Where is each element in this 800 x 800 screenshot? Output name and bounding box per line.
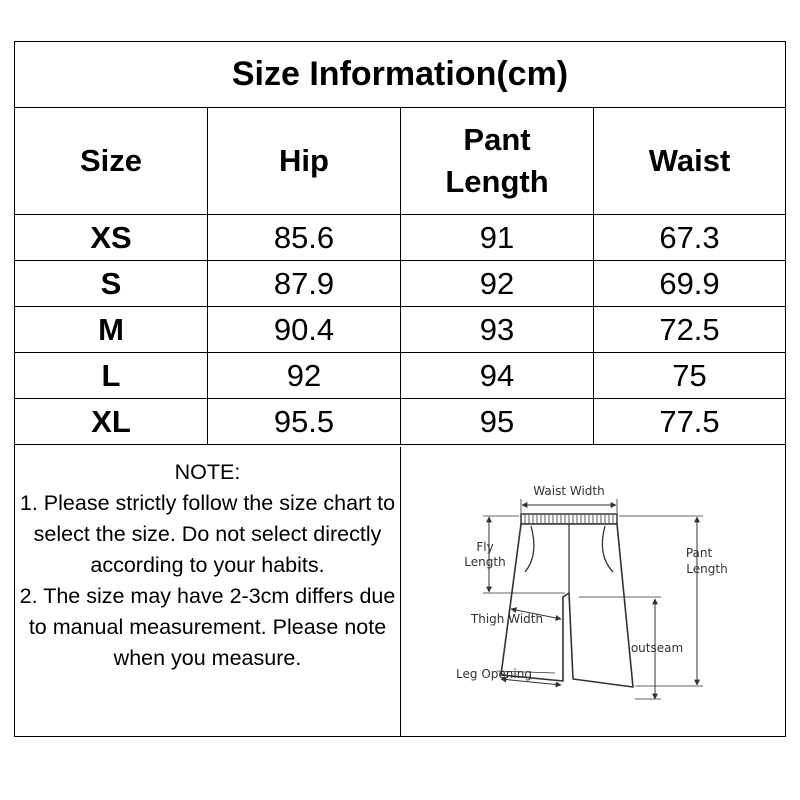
- measurement-diagram: [401, 447, 785, 736]
- header-waist: Waist: [648, 142, 731, 178]
- header-pant-length: Pant Length: [401, 107, 594, 214]
- label-fly-length-1: Fly: [476, 540, 494, 554]
- table-row: [15, 307, 785, 353]
- label-fly-length-2: Length: [464, 555, 506, 569]
- cell-waist: 67.3: [659, 219, 720, 255]
- header-hip: Hip: [208, 107, 401, 214]
- table-header-row: [15, 107, 785, 215]
- cell-hip: 95.5: [208, 399, 401, 444]
- cell-waist: 75: [672, 357, 707, 393]
- note-heading: NOTE:: [174, 460, 241, 484]
- table-row: [15, 399, 785, 445]
- cell-hip: 85.6: [208, 215, 401, 260]
- cell-size: XL: [15, 399, 208, 444]
- cell-hip: 92: [208, 353, 401, 398]
- cell-waist: 72.5: [659, 311, 720, 347]
- table-row: [15, 215, 785, 261]
- pants-illustration: [401, 447, 785, 736]
- cell-size: S: [15, 261, 208, 306]
- table-row: [15, 353, 785, 399]
- label-pant-length-2: Length: [686, 562, 728, 576]
- label-outseam: outseam: [630, 641, 684, 655]
- cell-waist: 77.5: [659, 403, 720, 439]
- chart-title: Size Information(cm): [15, 42, 785, 108]
- cell-pant-length: 93: [401, 307, 594, 352]
- label-waist-width: Waist Width: [533, 484, 605, 498]
- size-table: [15, 107, 785, 445]
- cell-size: M: [15, 307, 208, 352]
- note-item-2: 2. The size may have 2-3cm differs due to manual measurement. Please note when you measure.: [19, 584, 396, 670]
- cell-size: L: [15, 353, 208, 398]
- size-note: [15, 447, 401, 736]
- table-row: [15, 261, 785, 307]
- cell-pant-length: 94: [401, 353, 594, 398]
- size-chart: [14, 41, 786, 737]
- label-pant-length-1: Pant: [685, 546, 713, 560]
- label-thigh-width: Thigh Width: [470, 612, 544, 626]
- cell-hip: 90.4: [208, 307, 401, 352]
- note-item-1: 1. Please strictly follow the size chart to select the size. Do not select directly according to your habits.: [19, 491, 396, 577]
- header-size: Size: [15, 107, 208, 214]
- pants-outline: [501, 524, 633, 687]
- cell-pant-length: 91: [401, 215, 594, 260]
- cell-hip: 87.9: [208, 261, 401, 306]
- note-section: [15, 447, 785, 736]
- cell-waist: 69.9: [659, 265, 720, 301]
- label-leg-opening: Leg Opening: [456, 667, 532, 681]
- cell-pant-length: 92: [401, 261, 594, 306]
- cell-pant-length: 95: [401, 399, 594, 444]
- cell-size: XS: [15, 215, 208, 260]
